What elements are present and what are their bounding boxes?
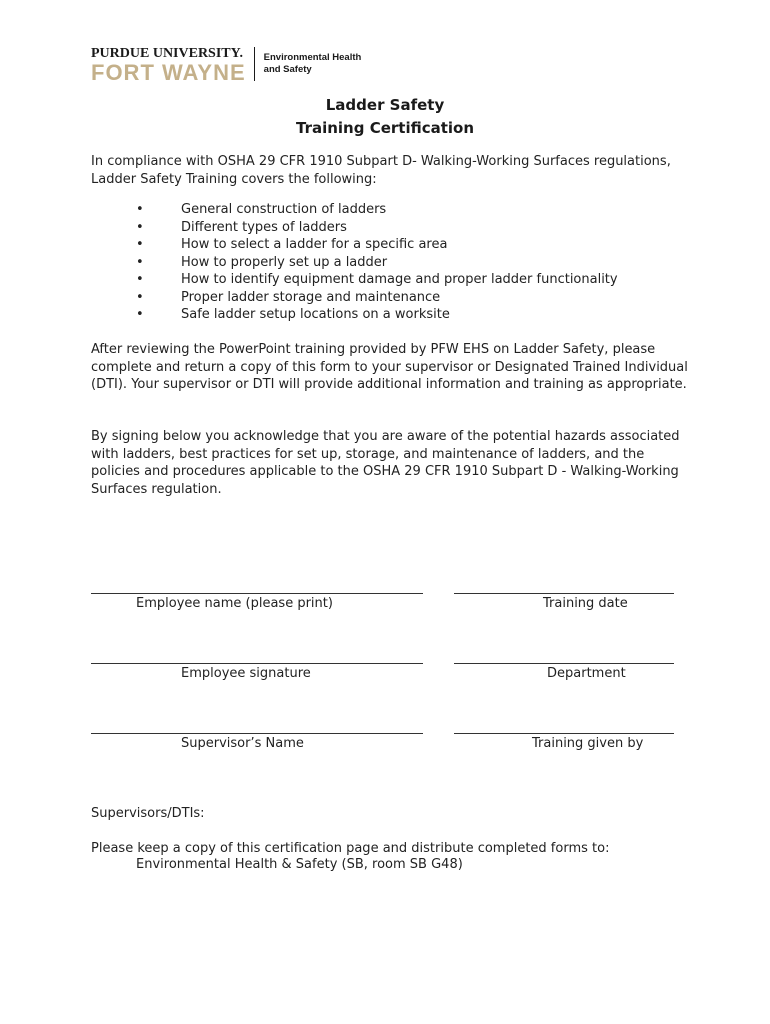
list-item-text: How to identify equipment damage and proper ladder functionality [181, 272, 618, 287]
logo-university-text: PURDUE UNIVERSITY. [91, 46, 243, 61]
training-given-by-label: Training given by [532, 736, 644, 751]
training-date-line[interactable] [454, 593, 674, 594]
list-item-text: How to select a ladder for a specific area [181, 237, 448, 252]
logo-dept-line2: and Safety [263, 64, 312, 75]
distribution-destination: Environmental Health & Safety (SB, room SB G48) [136, 857, 463, 872]
logo-campus-text: FORT WAYNE [91, 60, 246, 85]
list-item [132, 236, 618, 254]
list-item-text: Different types of ladders [181, 219, 347, 235]
list-item-text: General construction of ladders [181, 202, 387, 217]
supervisors-heading: Supervisors/DTIs: [91, 806, 205, 821]
logo-department [264, 52, 362, 76]
document-title-line2: Training Certification [295, 119, 475, 137]
list-item [132, 289, 618, 307]
training-given-by-line[interactable] [454, 733, 674, 734]
list-item-text: Proper ladder storage and maintenance [181, 289, 441, 305]
employee-name-label: Employee name (please print) [136, 596, 333, 611]
logo-dept-line1: Environmental Health [263, 52, 362, 63]
employee-signature-line[interactable] [91, 663, 423, 664]
bullet-icon: • [136, 202, 144, 217]
bullet-icon: • [136, 219, 144, 235]
department-label: Department [547, 666, 626, 681]
list-item [132, 201, 618, 219]
training-date-label: Training date [543, 596, 628, 611]
bullet-icon: • [136, 237, 144, 252]
acknowledgement-paragraph: By signing below you acknowledge that you are aware of the potential hazards associated with ladders, best practices for set up, storage, and maintenance of ladders, and the policies and procedures applicable to the OSHA 29 CFR 1910 Subpart D - Walking-Working Surfaces regulation. [91, 429, 680, 497]
topics-list [132, 201, 618, 324]
supervisor-name-line[interactable] [91, 733, 423, 734]
instructions-paragraph: After reviewing the PowerPoint training provided by PFW EHS on Ladder Safety, please complete and return a copy of this form to your supervisor or Designated Trained Individual (DTI). Your supervisor or DTI will provide additional information and training as appropriate. [91, 342, 688, 392]
logo-wordmark [91, 47, 246, 84]
bullet-icon: • [136, 289, 144, 305]
list-item-text: How to properly set up a ladder [181, 254, 388, 270]
list-item [132, 219, 618, 237]
list-item-text: Safe ladder setup locations on a worksite [181, 307, 450, 322]
list-item [132, 254, 618, 272]
employee-signature-label: Employee signature [181, 666, 311, 681]
bullet-icon: • [136, 307, 144, 322]
supervisor-name-label: Supervisor’s Name [181, 736, 304, 751]
list-item [132, 306, 618, 324]
list-item [132, 271, 618, 289]
pfw-ehs-logo [91, 47, 361, 83]
distribution-instruction: Please keep a copy of this certification page and distribute completed forms to: [91, 841, 610, 856]
logo-divider [254, 47, 255, 81]
bullet-icon: • [136, 272, 144, 287]
employee-name-line[interactable] [91, 593, 423, 594]
document-title-line1: Ladder Safety [325, 96, 445, 114]
intro-paragraph: In compliance with OSHA 29 CFR 1910 Subpart D- Walking-Working Surfaces regulations, Ladder Safety Training covers the following: [91, 154, 671, 187]
bullet-icon: • [136, 254, 144, 270]
department-line[interactable] [454, 663, 674, 664]
